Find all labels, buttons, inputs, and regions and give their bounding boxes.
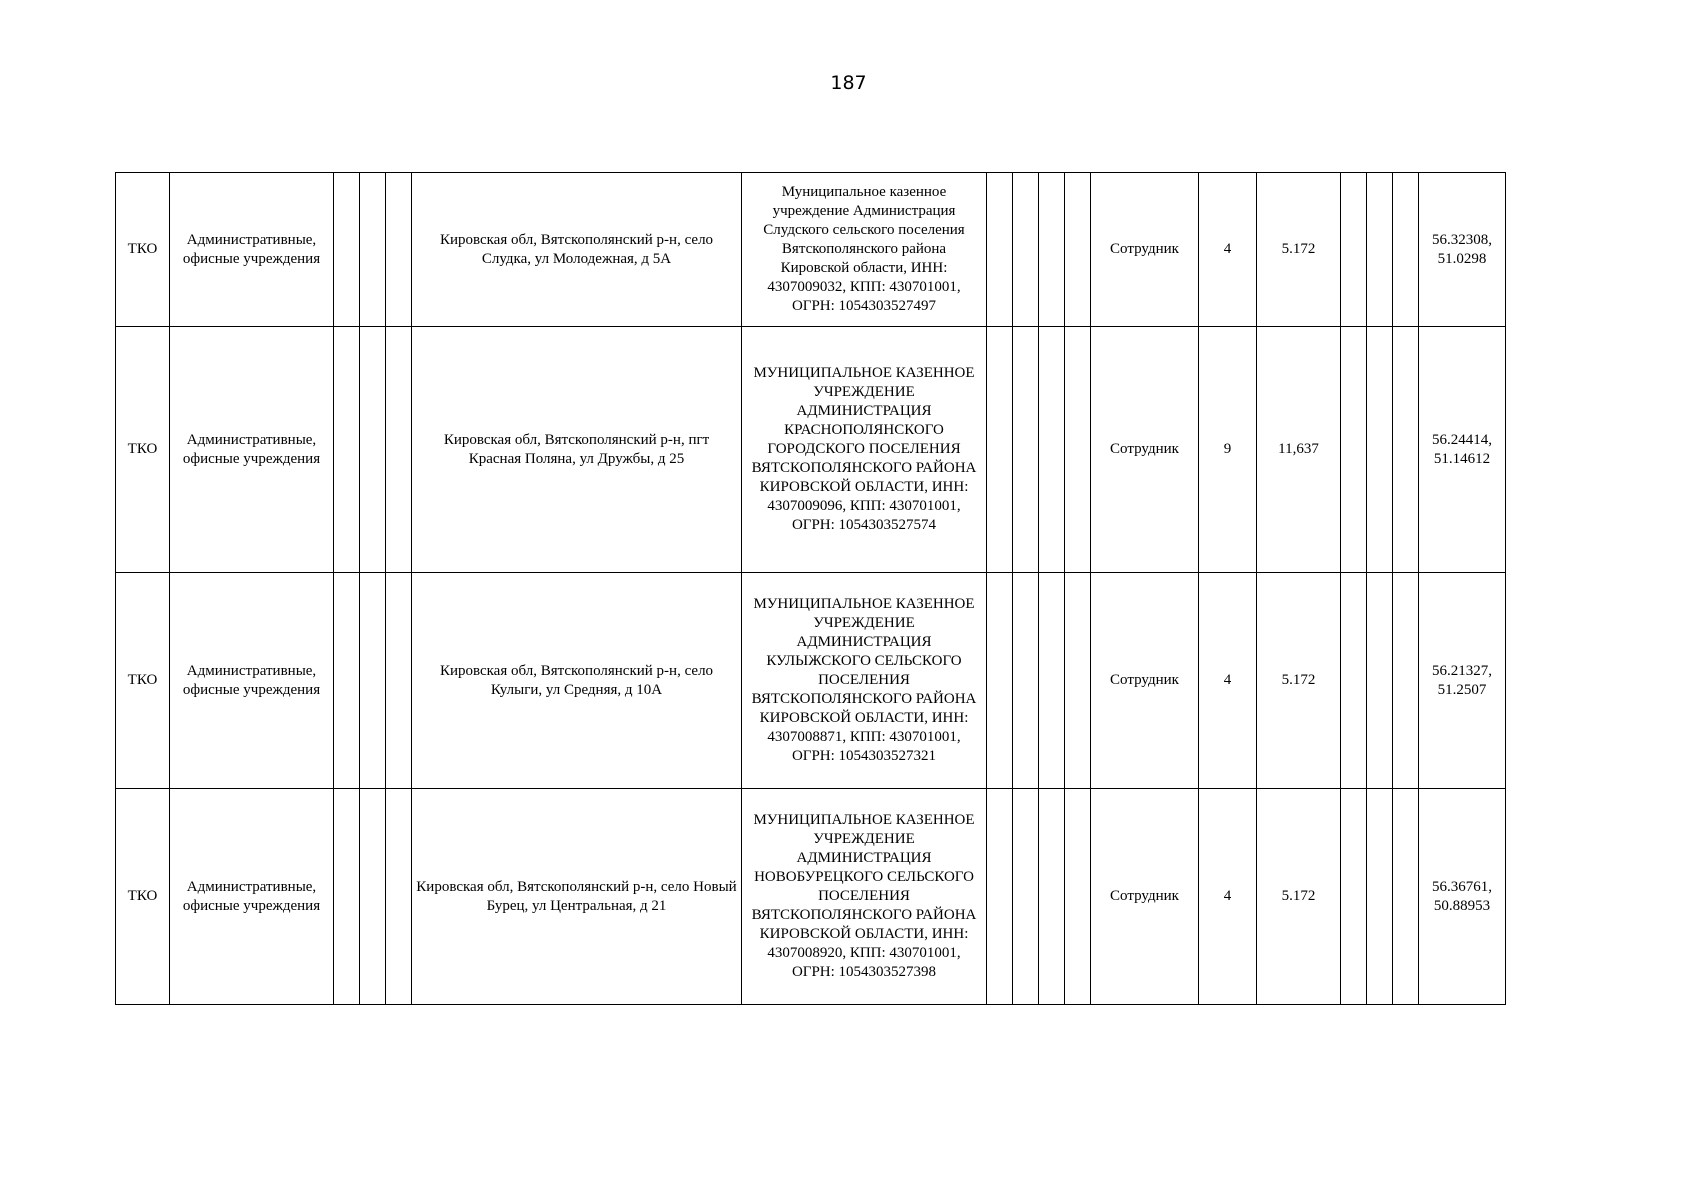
- waste-type-cell: ТКО: [116, 173, 170, 327]
- address-cell: Кировская обл, Вятскополянский р-н, пгт Красная Поляна, ул Дружбы, д 25: [412, 327, 742, 573]
- empty-cell: [1065, 327, 1091, 573]
- volume-cell: 5.172: [1257, 789, 1341, 1005]
- address-cell: Кировская обл, Вятскополянский р-н, село Кулыги, ул Средняя, д 10А: [412, 573, 742, 789]
- object-type-cell: Административные, офисные учреждения: [170, 327, 334, 573]
- empty-cell: [1341, 789, 1367, 1005]
- quantity-cell: 4: [1199, 173, 1257, 327]
- empty-cell: [1393, 789, 1419, 1005]
- empty-cell: [987, 173, 1013, 327]
- coordinates-cell: 56.24414, 51.14612: [1419, 327, 1506, 573]
- unit-cell: Сотрудник: [1091, 573, 1199, 789]
- empty-cell: [360, 327, 386, 573]
- coordinates-cell: 56.32308, 51.0298: [1419, 173, 1506, 327]
- empty-cell: [1065, 789, 1091, 1005]
- empty-cell: [987, 789, 1013, 1005]
- quantity-cell: 4: [1199, 789, 1257, 1005]
- empty-cell: [1393, 173, 1419, 327]
- unit-cell: Сотрудник: [1091, 789, 1199, 1005]
- unit-cell: Сотрудник: [1091, 173, 1199, 327]
- empty-cell: [386, 327, 412, 573]
- empty-cell: [1065, 173, 1091, 327]
- empty-cell: [386, 573, 412, 789]
- volume-cell: 11,637: [1257, 327, 1341, 573]
- empty-cell: [1013, 327, 1039, 573]
- empty-cell: [334, 173, 360, 327]
- coordinates-cell: 56.36761, 50.88953: [1419, 789, 1506, 1005]
- empty-cell: [360, 573, 386, 789]
- empty-cell: [987, 327, 1013, 573]
- empty-cell: [1039, 789, 1065, 1005]
- empty-cell: [1367, 173, 1393, 327]
- empty-cell: [1341, 573, 1367, 789]
- empty-cell: [360, 789, 386, 1005]
- object-type-cell: Административные, офисные учреждения: [170, 173, 334, 327]
- waste-type-cell: ТКО: [116, 327, 170, 573]
- empty-cell: [1367, 789, 1393, 1005]
- empty-cell: [1013, 573, 1039, 789]
- organization-cell: МУНИЦИПАЛЬНОЕ КАЗЕННОЕ УЧРЕЖДЕНИЕ АДМИНИСТРАЦИЯ КУЛЫЖСКОГО СЕЛЬСКОГО ПОСЕЛЕНИЯ ВЯТСКОПОЛЯНСКОГО РАЙОНА КИРОВСКОЙ ОБЛАСТИ, ИНН: 4307008871, КПП: 430701001, ОГРН: 1054303527321: [742, 573, 987, 789]
- volume-cell: 5.172: [1257, 573, 1341, 789]
- table-row: [116, 573, 1506, 789]
- organization-cell: МУНИЦИПАЛЬНОЕ КАЗЕННОЕ УЧРЕЖДЕНИЕ АДМИНИСТРАЦИЯ НОВОБУРЕЦКОГО СЕЛЬСКОГО ПОСЕЛЕНИЯ ВЯТСКОПОЛЯНСКОГО РАЙОНА КИРОВСКОЙ ОБЛАСТИ, ИНН: 4307008920, КПП: 430701001, ОГРН: 1054303527398: [742, 789, 987, 1005]
- organization-cell: МУНИЦИПАЛЬНОЕ КАЗЕННОЕ УЧРЕЖДЕНИЕ АДМИНИСТРАЦИЯ КРАСНОПОЛЯНСКОГО ГОРОДСКОГО ПОСЕЛЕНИЯ ВЯТСКОПОЛЯНСКОГО РАЙОНА КИРОВСКОЙ ОБЛАСТИ, ИНН: 4307009096, КПП: 430701001, ОГРН: 1054303527574: [742, 327, 987, 573]
- empty-cell: [386, 789, 412, 1005]
- coordinates-cell: 56.21327, 51.2507: [1419, 573, 1506, 789]
- waste-type-cell: ТКО: [116, 789, 170, 1005]
- empty-cell: [1039, 327, 1065, 573]
- empty-cell: [1367, 327, 1393, 573]
- empty-cell: [386, 173, 412, 327]
- empty-cell: [1393, 327, 1419, 573]
- empty-cell: [1065, 573, 1091, 789]
- quantity-cell: 4: [1199, 573, 1257, 789]
- waste-type-cell: ТКО: [116, 573, 170, 789]
- empty-cell: [1393, 573, 1419, 789]
- volume-cell: 5.172: [1257, 173, 1341, 327]
- table-row: [116, 327, 1506, 573]
- empty-cell: [334, 327, 360, 573]
- empty-cell: [1039, 573, 1065, 789]
- empty-cell: [360, 173, 386, 327]
- object-type-cell: Административные, офисные учреждения: [170, 789, 334, 1005]
- quantity-cell: 9: [1199, 327, 1257, 573]
- empty-cell: [1367, 573, 1393, 789]
- empty-cell: [1341, 173, 1367, 327]
- empty-cell: [1039, 173, 1065, 327]
- page-number: 187: [830, 72, 867, 94]
- empty-cell: [987, 573, 1013, 789]
- table-row: [116, 173, 1506, 327]
- empty-cell: [334, 573, 360, 789]
- unit-cell: Сотрудник: [1091, 327, 1199, 573]
- address-cell: Кировская обл, Вятскополянский р-н, село Новый Бурец, ул Центральная, д 21: [412, 789, 742, 1005]
- table-row: [116, 789, 1506, 1005]
- waste-registry-table: [115, 172, 1506, 1005]
- empty-cell: [1013, 173, 1039, 327]
- empty-cell: [1341, 327, 1367, 573]
- organization-cell: Муниципальное казенное учреждение Администрация Слудского сельского поселения Вятскополянского района Кировской области, ИНН: 4307009032, КПП: 430701001, ОГРН: 1054303527497: [742, 173, 987, 327]
- object-type-cell: Административные, офисные учреждения: [170, 573, 334, 789]
- empty-cell: [334, 789, 360, 1005]
- empty-cell: [1013, 789, 1039, 1005]
- address-cell: Кировская обл, Вятскополянский р-н, село Слудка, ул Молодежная, д 5А: [412, 173, 742, 327]
